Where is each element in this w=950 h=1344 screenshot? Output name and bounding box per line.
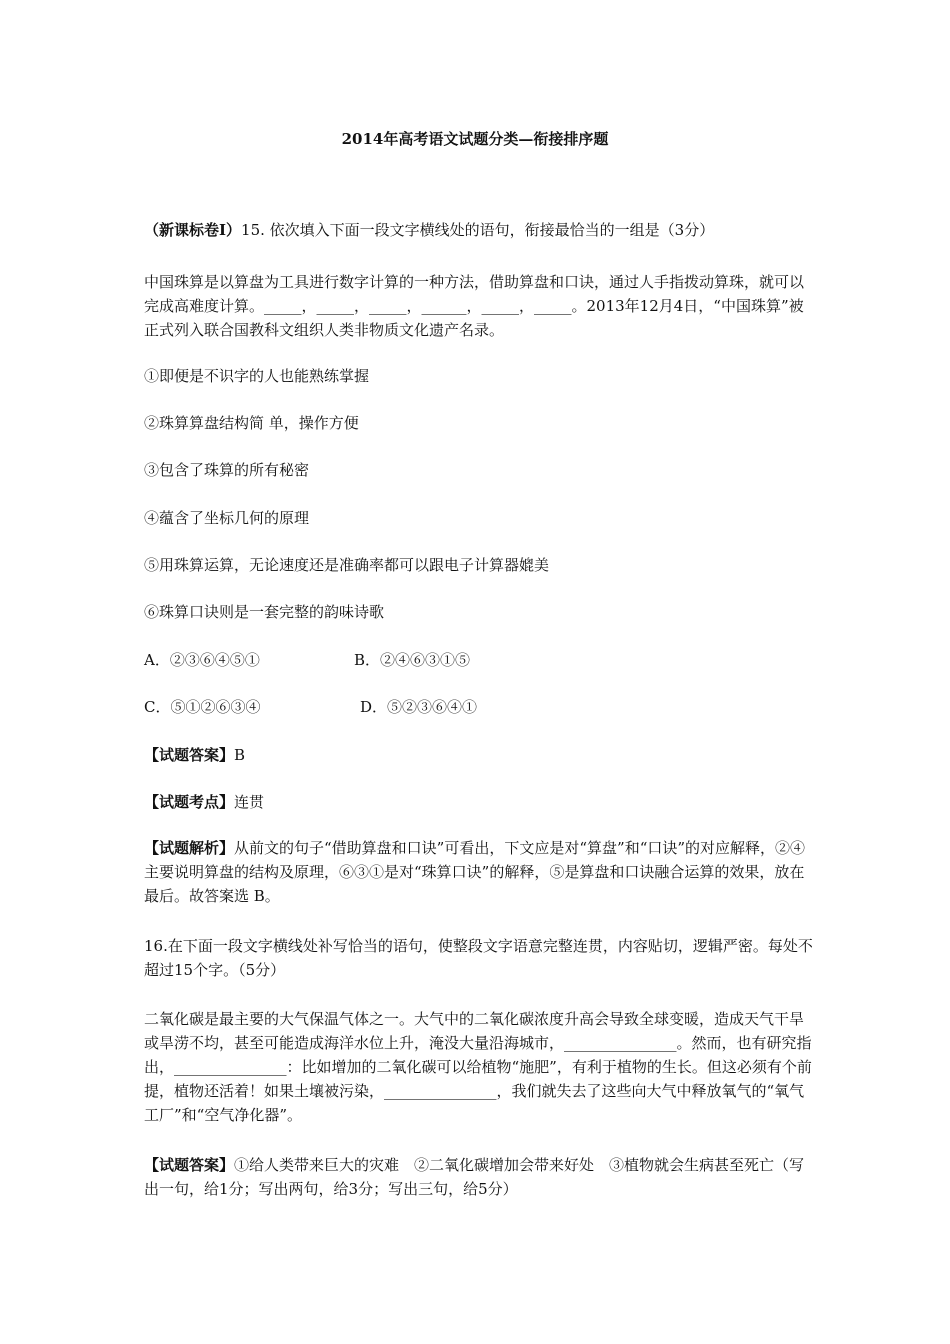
sentence-item-3: ③包含了珠算的所有秘密: [144, 461, 310, 479]
analysis-label: 【试题解析】: [144, 839, 235, 857]
question-16-answer: [144, 1153, 814, 1201]
option-a: A．②③⑥④⑤①: [144, 651, 260, 669]
option-d: D．⑤②③⑥④①: [360, 698, 478, 716]
sentence-item-1: ①即便是不识字的人也能熟练掌握: [144, 367, 370, 385]
answer-value: B: [234, 746, 246, 764]
question-15-answer: [144, 743, 814, 767]
question-16-stem: 16.在下面一段文字横线处补写恰当的语句，使整段文字语意完整连贯，内容贴切，逻辑严密。每处不超过15个字。（5分）: [144, 937, 813, 979]
sentence-item-5: ⑤用珠算运算，无论速度还是准确率都可以跟电子计算器媲美: [144, 556, 550, 574]
option-b: B．②④⑥③①⑤: [354, 651, 471, 669]
options-row-cd: [144, 695, 478, 719]
page-title: 2014年高考语文试题分类—衔接排序题: [341, 130, 609, 148]
question-16-passage: 二氧化碳是最主要的大气保温气体之一。大气中的二氧化碳浓度升高会导致全球变暖，造成天气干旱或旱涝不均，甚至可能造成海洋水位上升，淹没大量沿海城市，_______________。然而，也有研究指出，_______________：比如增加的二氧化碳可以给植物“施肥”，有利于植物的生长。但这必须有个前提，植物还活着！如果土壤被污染，_______________，我们就失去了这些向大气中释放氧气的“氧气工厂”和“空气净化器”。: [144, 1010, 812, 1124]
question-15-passage: 中国珠算是以算盘为工具进行数字计算的一种方法，借助算盘和口诀，通过人手指拨动算珠，就可以完成高难度计算。_____，_____，_____，______，_____，_____。2013年12月4日，“中国珠算”被正式列入联合国教科文组织人类非物质文化遗产名录。: [144, 273, 805, 339]
sentence-item-6: ⑥珠算口诀则是一套完整的韵味诗歌: [144, 603, 385, 621]
options-row-ab: [144, 648, 471, 672]
sentence-item-2: ②珠算算盘结构简 单，操作方便: [144, 414, 359, 432]
answer-label: 【试题答案】: [144, 1156, 235, 1174]
question-15-text: 15. 依次填入下面一段文字横线处的语句，衔接最恰当的一组是（3分）: [241, 221, 715, 239]
point-value: 连贯: [234, 793, 265, 811]
sentence-item-4: ④蕴含了坐标几何的原理: [144, 509, 310, 527]
point-label: 【试题考点】: [144, 793, 235, 811]
question-15-stem: [144, 218, 814, 242]
answer-text: ①给人类带来巨大的灾难 ②二氧化碳增加会带来好处 ③植物就会生病甚至死亡（写出一句，给1分；写出两句，给3分；写出三句，给5分）: [144, 1156, 805, 1198]
answer-label: 【试题答案】: [144, 746, 235, 764]
option-c: C．⑤①②⑥③④: [144, 698, 261, 716]
question-15-point: [144, 790, 814, 814]
question-15-tag: （新课标卷Ⅰ）: [144, 221, 242, 239]
analysis-text: 从前文的句子“借助算盘和口诀”可看出，下文应是对“算盘”和“口诀”的对应解释，②④主要说明算盘的结构及原理，⑥③①是对“珠算口诀”的解释，⑤是算盘和口诀融合运算的效果，放在最后。故答案选 B。: [144, 839, 806, 905]
question-15-analysis: [144, 836, 814, 908]
